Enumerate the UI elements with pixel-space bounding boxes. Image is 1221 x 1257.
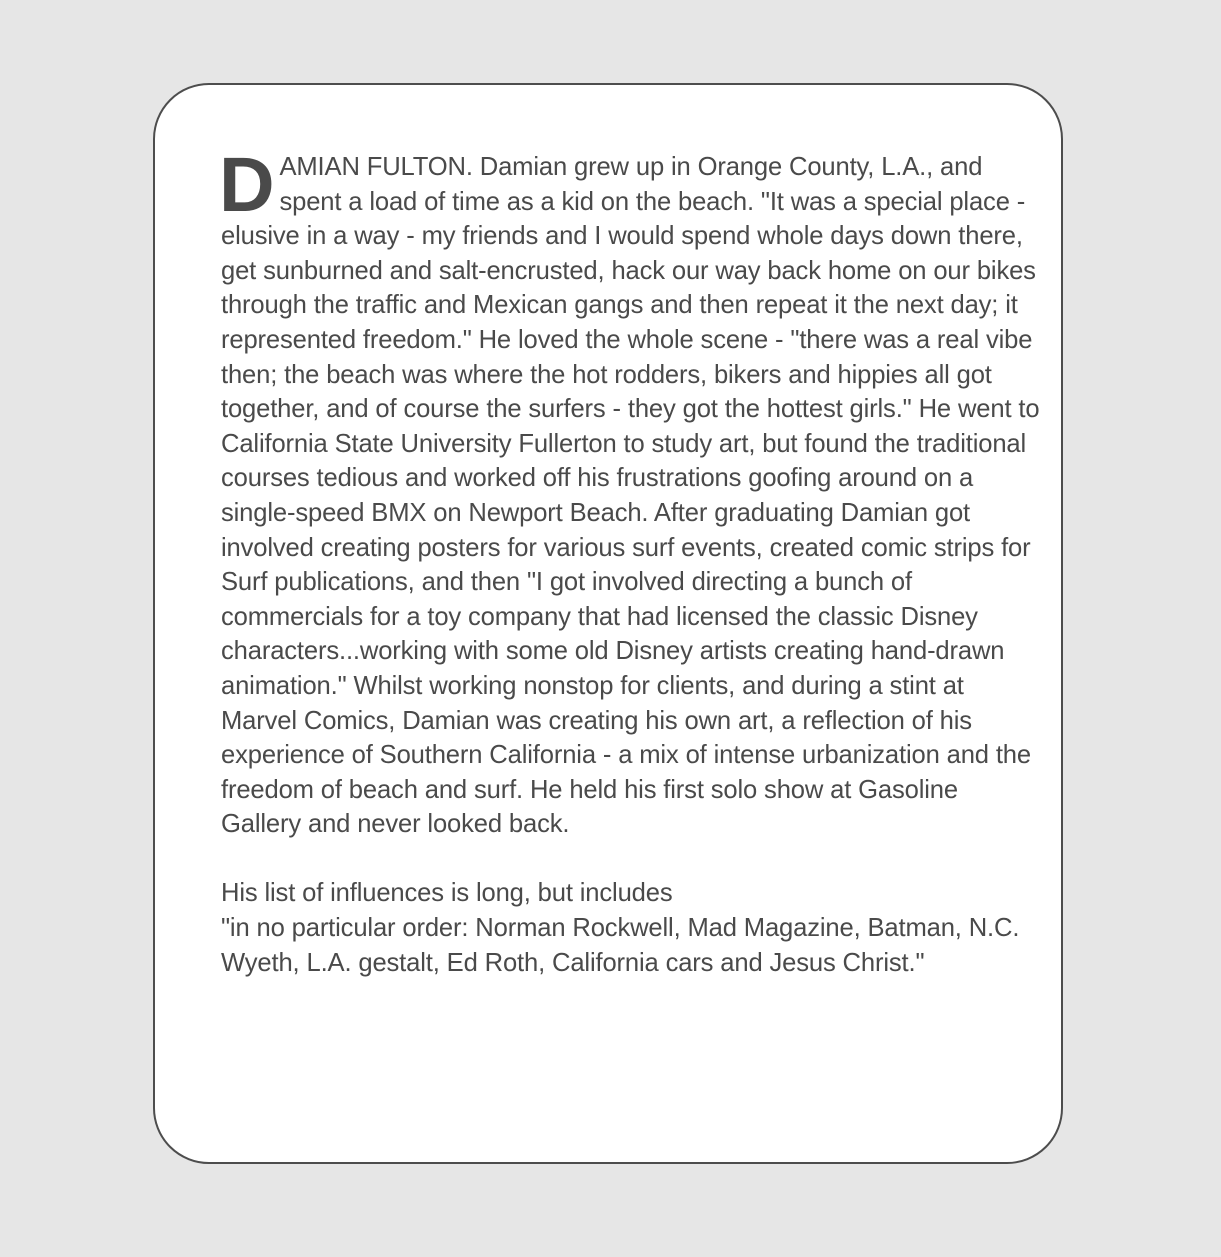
bio-text-block	[219, 142, 1041, 980]
bio-paragraph	[219, 142, 1041, 842]
influences-paragraph	[221, 876, 1041, 980]
paragraph-spacer	[221, 842, 1041, 877]
influences-quote: "in no particular order: Norman Rockwell, Mad Magazine, Batman, N.C. Wyeth, L.A. gestalt, Ed Roth, California cars and Jesus Christ."	[221, 914, 1020, 977]
drop-cap: D	[219, 142, 275, 228]
influences-intro: His list of influences is long, but includes	[221, 879, 673, 908]
bio-text: AMIAN FULTON. Damian grew up in Orange County, L.A., and spent a load of time as a kid on the beach. "It was a special place - elusive in a way - my friends and I would spend whole days down there, get sunburned and salt-encrusted, hack our way back home on our bikes through the traffic and Mexican gangs and then repeat it the next day; it represented freedom." He loved the whole scene - "there was a real vibe then; the beach was where the hot rodders, bikers and hippies all got together, and of course the surfers - they got the hottest girls." He went to California State University Fullerton to study art, but found the traditional courses tedious and worked off his frustrations goofing around on a single-speed BMX on Newport Beach. After graduating Damian got involved creating posters for various surf events, created comic strips for Surf publications, and then "I got involved directing a bunch of commercials for a toy company that had licensed the classic Disney characters...working with some old Disney artists creating hand-drawn animation." Whilst working nonstop for clients, and during a stint at Marvel Comics, Damian was creating his own art, a reflection of his experience of Southern California - a mix of intense urbanization and the freedom of beach and surf. He held his first solo show at Gasoline Gallery and never looked back.	[221, 153, 1040, 839]
